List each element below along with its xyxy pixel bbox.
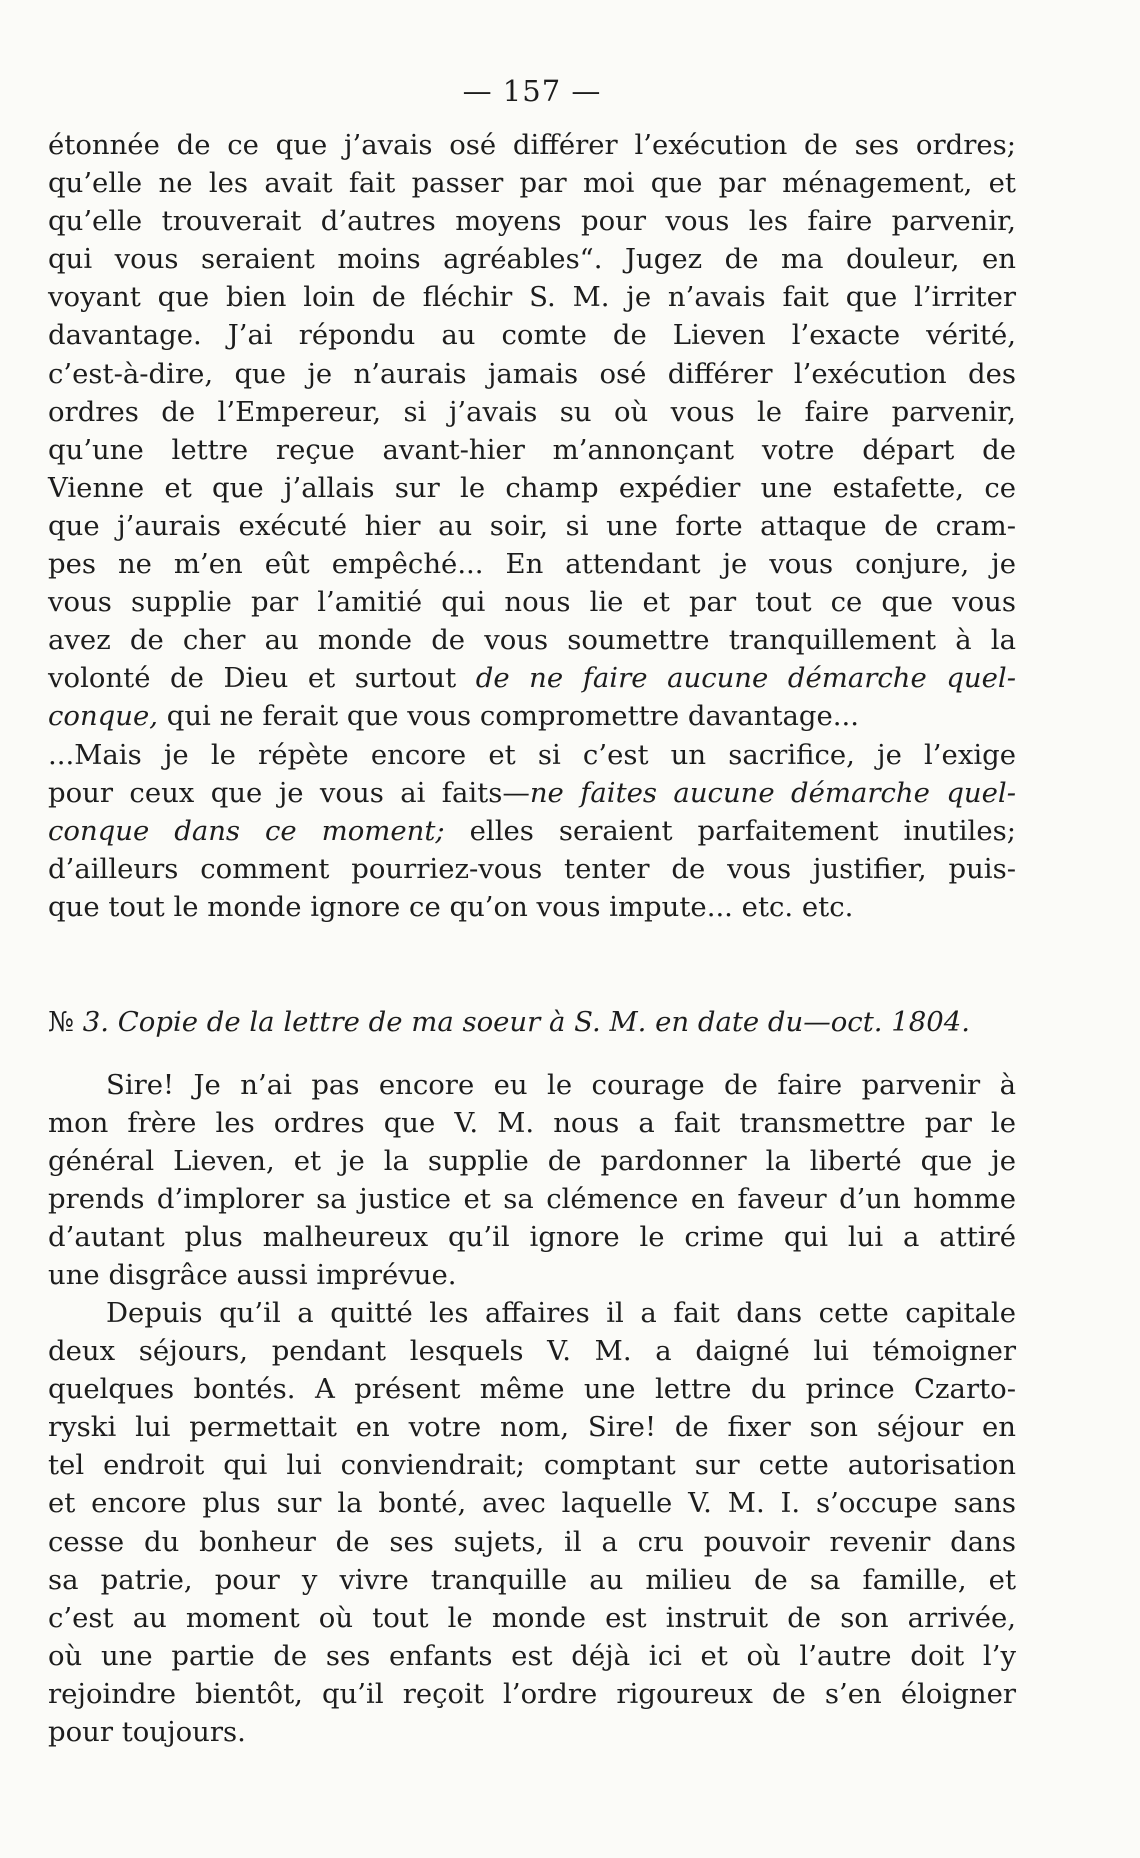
text-line: une disgrâce aussi imprévue.	[48, 1259, 457, 1292]
text-line: étonnée de ce que j’avais osé différer l’exécution de ses ordres;	[48, 129, 1016, 161]
text-line: Sire! Je n’ai pas encore eu le courage de faire parvenir à	[106, 1069, 1016, 1101]
text-line: qu’elle trouverait d’autres moyens pour vous les faire parvenir,	[48, 205, 1016, 238]
text-line: Depuis qu’il a quitté les affaires il a fait dans cette capitale	[106, 1297, 1016, 1329]
text-line: deux séjours, pendant lesquels V. M. a daigné lui témoigner	[48, 1335, 1016, 1368]
text-line: qui vous seraient moins agréables“. Jugez de ma douleur, en	[48, 243, 1016, 276]
text-segment: pour ceux que je vous ai faits—	[48, 776, 530, 809]
text-line: ...Mais je le répète encore et si c’est un sacrifice, je l’exige	[48, 738, 1016, 771]
letter-excerpt	[48, 126, 1016, 926]
text-line: davantage. J’ai répondu au comte de Lieven l’exacte vérité,	[48, 319, 1016, 352]
text-line: c’est au moment où tout le monde est instruit de son arrivée,	[48, 1601, 1016, 1634]
text-segment: qui ne ferait que vous compromettre davantage...	[158, 700, 860, 733]
text-line: vous supplie par l’amitié qui nous lie et par tout ce que vous	[48, 586, 1016, 619]
paragraph	[48, 1066, 1016, 1295]
text-line: où une partie de ses enfants est déjà ici et où l’autre doit l’y	[48, 1639, 1016, 1672]
text-line: prends d’implorer sa justice et sa clémence en faveur d’un homme	[48, 1183, 1016, 1216]
book-page	[48, 0, 1016, 1858]
text-line: rejoindre bientôt, qu’il reçoit l’ordre rigoureux de s’en éloigner	[48, 1677, 1016, 1710]
document-caption	[48, 1002, 1016, 1042]
text-line: ordres de l’Empereur, si j’avais su où vous le faire parvenir,	[48, 395, 1016, 428]
text-line: qu’elle ne les avait fait passer par moi que par ménagement, et	[48, 167, 1016, 200]
text-line: c’est-à-dire, que je n’aurais jamais osé différer l’exécution des	[48, 357, 1016, 390]
text-segment: volonté de Dieu et surtout	[48, 662, 476, 695]
text-line: sa patrie, pour y vivre tranquille au milieu de sa famille, et	[48, 1563, 1016, 1596]
emphasis-text: conque,	[48, 700, 158, 733]
text-line: qu’une lettre reçue avant-hier m’annonçant votre départ de	[48, 433, 1016, 466]
text-line	[48, 774, 1016, 812]
number-sign: №	[48, 1006, 75, 1038]
text-segment: elles seraient parfaitement inutiles;	[444, 814, 1016, 847]
text-line: que j’aurais exécuté hier au soir, si une forte attaque de cram-	[48, 509, 1016, 542]
text-line: voyant que bien loin de fléchir S. M. je n’avais fait que l’irriter	[48, 281, 1016, 314]
emphasis-text: conque dans ce moment;	[48, 814, 445, 847]
text-line: mon frère les ordres que V. M. nous a fait transmettre par le	[48, 1107, 1016, 1140]
text-line: d’autant plus malheureux qu’il ignore le crime qui lui a attiré	[48, 1221, 1016, 1254]
text-line	[48, 697, 1016, 735]
emphasis-text: de ne faire aucune démarche quel-	[475, 662, 1016, 695]
text-line	[48, 659, 1016, 697]
text-line	[48, 812, 1016, 850]
text-line: pour toujours.	[48, 1716, 246, 1749]
text-line: Vienne et que j’allais sur le champ expédier une estafette, ce	[48, 471, 1016, 504]
text-line: que tout le monde ignore ce qu’on vous impute... etc. etc.	[48, 890, 854, 923]
emphasis-text: ne faites aucune démarche quel-	[529, 776, 1016, 809]
page-number: — 157 —	[462, 74, 602, 108]
text-line: ryski lui permettait en votre nom, Sire! de fixer son séjour en	[48, 1411, 1016, 1444]
paragraph	[48, 1294, 1016, 1751]
text-line: tel endroit qui lui conviendrait; comptant sur cette autorisation	[48, 1449, 1016, 1482]
text-line: pes ne m’en eût empêché... En attendant je vous conjure, je	[48, 548, 1016, 581]
text-line: et encore plus sur la bonté, avec laquelle V. M. I. s’occupe sans	[48, 1487, 1016, 1520]
text-line: général Lieven, et je la supplie de pardonner la liberté que je	[48, 1145, 1016, 1178]
caption-text: 3. Copie de la lettre de ma soeur à S. M. en date du—oct. 1804.	[74, 1006, 970, 1038]
text-line: avez de cher au monde de vous soumettre tranquillement à la	[48, 624, 1016, 657]
text-line: cesse du bonheur de ses sujets, il a cru pouvoir revenir dans	[48, 1525, 1016, 1558]
text-line: d’ailleurs comment pourriez-vous tenter de vous justifier, puis-	[48, 852, 1016, 885]
text-line: quelques bontés. A présent même une lettre du prince Czarto-	[48, 1373, 1016, 1406]
